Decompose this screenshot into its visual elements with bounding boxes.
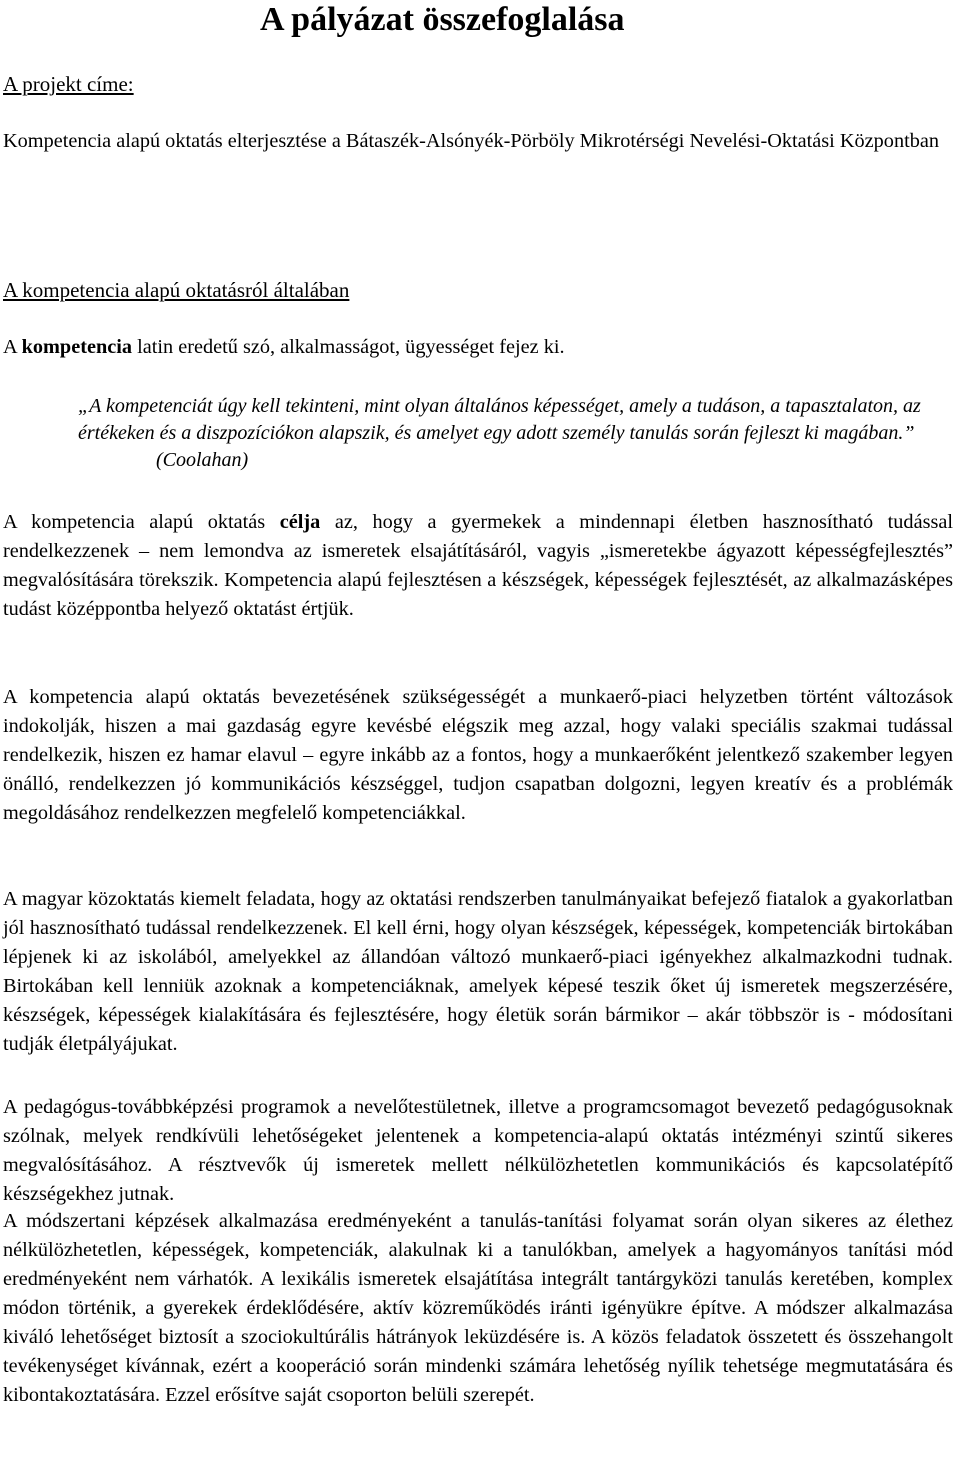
intro-bold-term: kompetencia: [21, 336, 133, 358]
body-paragraph: A módszertani képzések alkalmazása eredményeként a tanulás-tanítási folyamat során olyan sikeres az élethez nélkülözhetetlen, képességek, kompetenciák, alakulnak ki a tanulókban, amelyek a hagyományos tanítási mód eredményeként nem várhatók. A lexikális ismeretek elsajátítása integrált tantárgyközi tanulás keretében, komplex módon történik, a gyerekek érdeklődésére, aktív közreműködés iránti igényükre építve. A módszer alkalmazása kiváló lehetőséget biztosít a szociokultúrális hátrányok leküzdésére is. A közös feladatok összetett és összehangolt tevékenységet kívánnak, ezért a kooperáció során mindenki számára lehetőség nyílik tehetsége megmutatására és kibontakoztatására. Ezzel erősítve saját csoporton belüli szerepét.: [3, 1210, 953, 1406]
body-paragraph: A magyar közoktatás kiemelt feladata, hogy az oktatási rendszerben tanulmányaikat befejező fiatalok a gyakorlatban jól hasznosítható tudással rendelkezzenek. El kell érni, hogy olyan készségek, képességek, kompetenciák birtokában lépjenek ki az iskolából, amelyekkel az állandóan változó munkaerő-piaci igényekhez alkalmazkodni tudnak. Birtokában kell lenniük azoknak a kompetenciáknak, amelyek képesé teszik őket új ismeretek megszerzésére, készségek, képességek kialakítására és fejlesztésére, hogy életük során bármikor – akár többször is - módosítani tudják életpályájukat.: [3, 888, 953, 1055]
section-heading: A kompetencia alapú oktatásról általában: [3, 278, 350, 302]
intro-sentence: [3, 333, 953, 362]
aim-bold-term: célja: [279, 511, 321, 533]
body-paragraph: A kompetencia alapú oktatás bevezetésének szükségességét a munkaerő-piaci helyzetben történt változások indokolják, hiszen a mai gazdaság egyre kevésbé elégszik meg azzal, hogy valaki speciális szakmai tudással rendelkezik, hiszen ez hamar elavul – egyre inkább az a fontos, hogy a munkaerőként jelentkező szakember legyen önálló, rendelkezzen jó kommunikációs készséggel, tudjon csapatban dolgozni, legyen kreatív és a problémák megoldásához rendelkezzen megfelelő kompetenciákkal.: [3, 686, 953, 824]
project-title-text: Kompetencia alapú oktatás elterjesztése a Bátaszék-Alsónyék-Pörböly Mikrotérségi Nevelési-Oktatási Központban: [3, 130, 940, 152]
body-paragraph: A pedagógus-továbbképzési programok a nevelőtestületnek, illetve a programcsomagot bevezető pedagógusoknak szólnak, melyek rendkívüli lehetőségeket jelentenek a kompetencia-alapú oktatás intézményi szintű sikeres megvalósításához. A résztvevők új ismeretek mellett nélkülözhetetlen kommunikációs és kapcsolatépítő készségekhez jutnak.: [3, 1096, 953, 1205]
aim-paragraph: [3, 508, 953, 624]
intro-rest: latin eredetű szó, alkalmasságot, ügyességet fejez ki.: [132, 336, 565, 358]
project-title-label: A projekt címe:: [3, 72, 134, 96]
aim-rest: az, hogy a gyermekek a mindennapi életben hasznosítható tudással rendelkezzenek – nem lemondva az ismeretek elsajátításáról, vagyis „ismeretekbe ágyazott képességfejlesztés” megvalósítására törekszik. Kompetencia alapú fejlesztésen a készségek, képességek fejlesztését, az alkalmazásképes tudást középpontba helyező oktatást értjük.: [3, 511, 953, 620]
quote-author: (Coolahan): [156, 449, 249, 471]
intro-prefix: A: [3, 336, 22, 358]
quote-block: [78, 393, 953, 474]
aim-prefix: A kompetencia alapú oktatás: [3, 511, 280, 533]
quote-text: „A kompetenciát úgy kell tekinteni, mint olyan általános képességet, amely a tudáson, a tapasztalaton, az értékeken és a diszpozíciókon alapszik, és amelyet egy adott személy tanulás során fejleszt ki magában.”: [78, 395, 921, 444]
page-title: A pályázat összefoglalása: [260, 1, 625, 38]
